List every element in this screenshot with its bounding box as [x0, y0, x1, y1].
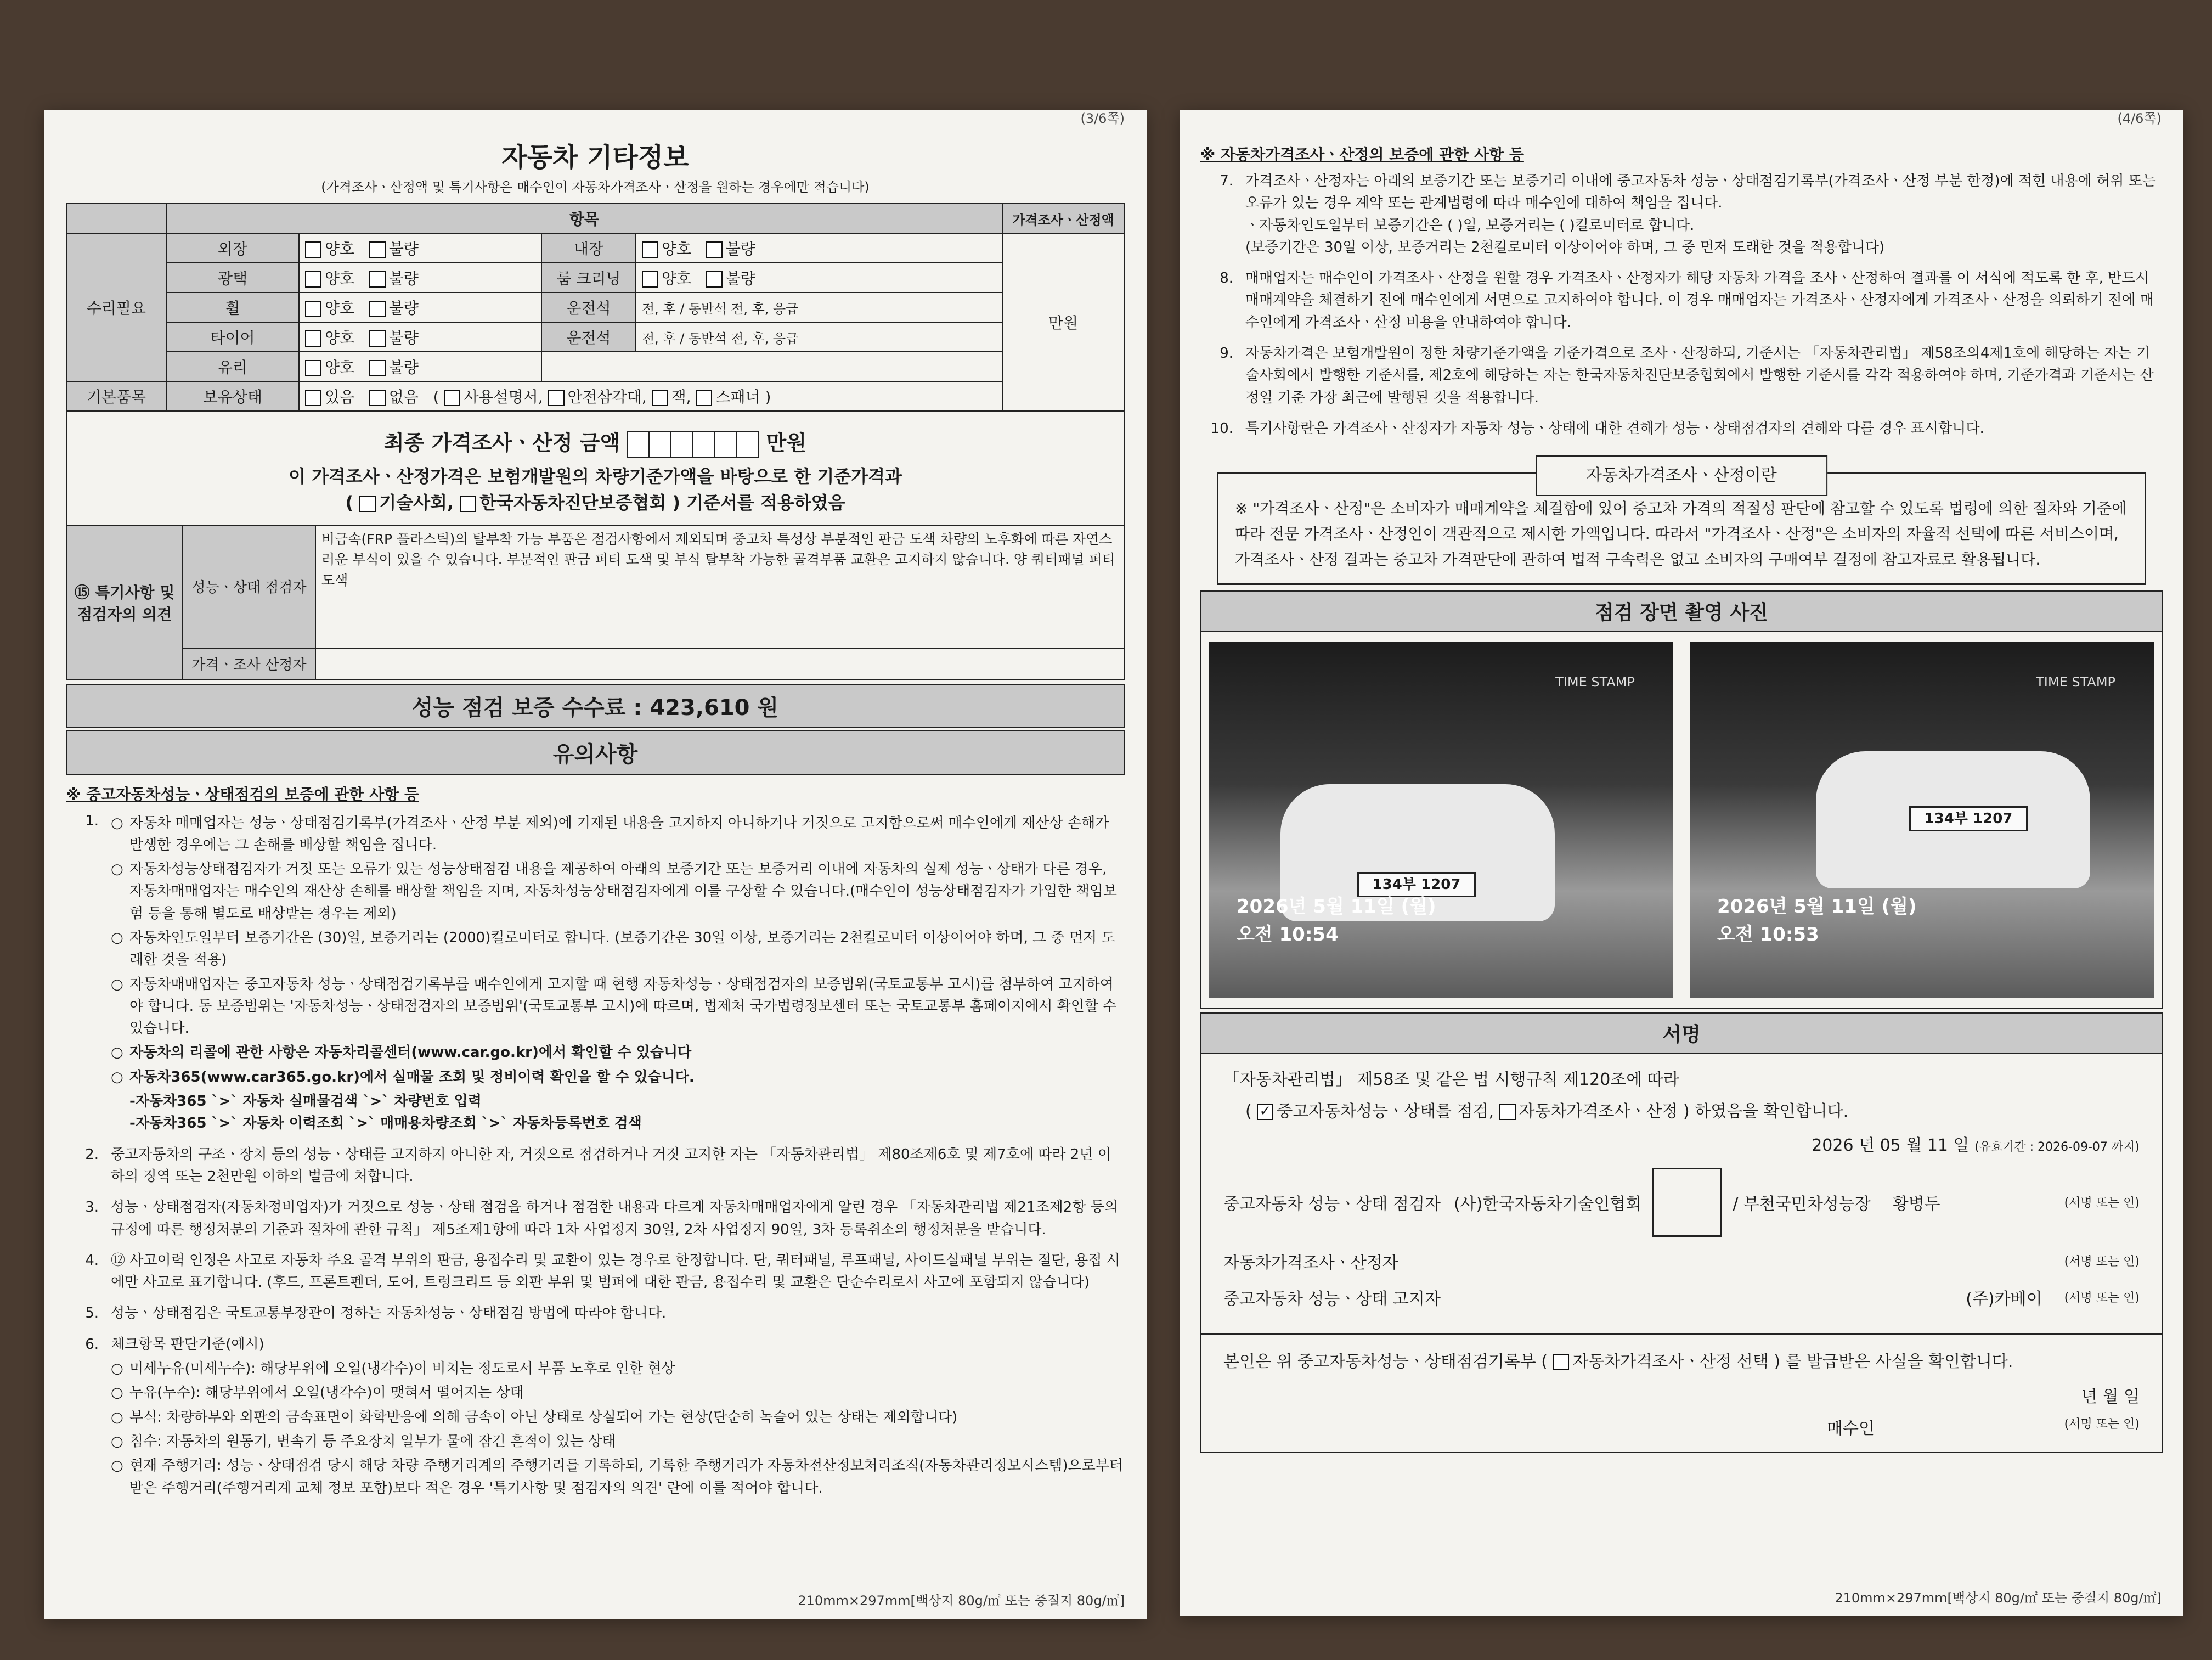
- digit-box[interactable]: [670, 431, 693, 458]
- checkbox[interactable]: [369, 360, 386, 376]
- final-price-box: 최종 가격조사ㆍ산정 금액 만원 이 가격조사ㆍ산정가격은 보험개발원의 차량기준가액을 바탕으로 한 기준가격과 ( 기술사회, 한국자동차진단보증협회 ) 기준서를 적용하였음: [66, 412, 1125, 525]
- receipt-date: 년 월 일: [2081, 1387, 2140, 1406]
- photos-title: 점검 장면 촬영 사진: [1200, 590, 2163, 632]
- page-title: 자동차 기타정보: [501, 142, 689, 173]
- buyer-label: 매수인: [1827, 1419, 1875, 1438]
- official-seal: [1652, 1168, 1722, 1237]
- page-right: [1180, 110, 2183, 1616]
- list-item: 10. 특기사항란은 가격조사ㆍ산정자가 자동차 성능ㆍ상태에 대한 견해가 성능ㆍ상태점검자의 견해와 다를 경우 표시합니다.: [1210, 420, 1984, 437]
- digit-box[interactable]: [692, 431, 715, 458]
- fee-band: 성능 점검 보증 수수료 : 423,610 원: [66, 684, 1125, 728]
- page-number: (4/6쪽): [2117, 111, 2162, 126]
- group-basic: 기본품목: [66, 381, 166, 411]
- list-item: 4. ⑫ 사고이력 인정은 사고로 자동차 주요 골격 부위의 판금, 용접수리 및 교환이 있는 경우로 한정합니다. 단, 쿼터패널, 루프패널, 사이드실패널 부위는 절단, 용접 시에만 사고로 표기합니다. (후드, 프론트펜더, 도어, 트렁크리드 등 외판 부위 및 범퍼에 대한 판금, 용접수리 및 교환은 단순수리로서 사고에 포함되지 않습니다): [85, 1252, 1120, 1291]
- checkbox[interactable]: [305, 301, 321, 317]
- final-price-unit: 만원: [766, 431, 807, 455]
- page-subtitle: (가격조사ㆍ산정액 및 특기사항은 매수인이 자동차가격조사ㆍ산정을 원하는 경우에만 적습니다): [321, 179, 870, 195]
- table-row: 타이어 양호 불량 운전석 전, 후 / 동반석 전, 후, 응급: [66, 322, 1124, 352]
- list-item: 6. 체크항목 판단기준(예시) ○ 미세누유(미세누수): 해당부위에 오일(냉각수)이 비치는 정도로서 부품 노후로 인한 현상 ○ 누유(누수): 해당부위에서 오일(냉각수)이 맺혀서 떨어지는 상태 ○ 부식: 차량하부와 외판의 금속표면이 화학반응에 의해 금속이 아닌 상태로 상실되어 가는 현상(단순히 녹슬어 있는 상태는 제외합니다) ○ 침수: 자동차의 원동기, 변속기 등 주요장치 일부가 물에 잠긴 흔적이 있는 상태 ○ 현재 주행거리: 성능ㆍ상태점검 당시 해당 차량 주행거리계의 주행거리를 기록하되, 기록한 주행거리가 자동차전산정보처리조직(자동차관리정보시스템)으로부터 받은 주행거리(주행거리계 교체 정보 포함)보다 적은 경우 '특기사항 및 점검자의 의견' 란에 이를 적어야 합니다.: [85, 1336, 1123, 1496]
- notice-title: 유의사항: [66, 730, 1125, 775]
- list-item: 5. 성능ㆍ상태점검은 국토교통부장관이 정하는 자동차성능ㆍ상태점검 방법에 따라야 합니다.: [85, 1305, 667, 1322]
- checkbox[interactable]: [369, 330, 386, 347]
- checkbox[interactable]: [642, 241, 658, 258]
- digit-box[interactable]: [736, 431, 759, 458]
- list-item: 2. 중고자동차의 구조ㆍ장치 등의 성능ㆍ상태를 고지하지 아니한 자, 거짓으로 점검하거나 거짓 고지한 자는 「자동차관리법」 제80조제6호 및 제7호에 따라 2년 이하의 징역 또는 2천만원 이하의 벌금에 처합니다.: [85, 1146, 1111, 1185]
- list-item: 8. 매매업자는 매수인이 가격조사ㆍ산정을 원할 경우 가격조사ㆍ산정자가 해당 자동차 가격을 조사ㆍ산정하여 결과를 이 서식에 적도록 한 후, 반드시 매매계약을 체결하기 전에 매수인에게 서면으로 고지하여야 합니다. 이 경우 매매업자는 가격조사ㆍ산정자에게 가격조사ㆍ산정을 의뢰하기 전에 매수인에게 가격조사ㆍ산정 비용을 안내하여야 합니다.: [1220, 270, 2154, 331]
- checkbox[interactable]: [369, 390, 386, 406]
- checkbox[interactable]: [706, 241, 723, 258]
- group-repair: 수리필요: [66, 233, 166, 381]
- checkbox[interactable]: [305, 390, 321, 406]
- table-row: 휠 양호 불량 운전석 전, 후 / 동반석 전, 후, 응급: [66, 292, 1124, 322]
- license-plate: 134부 1207: [1357, 872, 1476, 897]
- checkbox[interactable]: [706, 271, 723, 288]
- final-price-label: 최종 가격조사ㆍ산정 금액: [383, 431, 620, 455]
- signer-row: 중고자동차 성능ㆍ상태 고지자 (주)카베이 (서명 또는 인): [1223, 1289, 2140, 1309]
- special-notes-table: ⑮ 특기사항 및 점검자의 의견 성능ㆍ상태 점검자 비금속(FRP 플라스틱)의 탈부착 가능 부품은 점검사항에서 제외되며 중고차 특성상 부분적인 판금 도색 차량의 노후화에 따른 자연스러운 부식이 있을 수 있습니다. 부분적인 판금 퍼티 도색 및 부식 탈부착 가능한 골격부품 교환은 고지하지 않습니다. 양 쿼터패널 퍼티도색 가격ㆍ조사 산정자: [66, 525, 1125, 680]
- table-row: 수리필요 외장 양호 불량 내장 양호 불량 만원: [66, 233, 1124, 263]
- signer-row: 자동차가격조사ㆍ산정자 (서명 또는 인): [1223, 1253, 2140, 1273]
- digit-box[interactable]: [627, 431, 650, 458]
- signer-row: 중고자동차 성능ㆍ상태 점검자 (사)한국자동차기술인협회 / 부천국민차성능장 황병두 (서명 또는 인): [1223, 1168, 2140, 1237]
- checkbox[interactable]: [305, 241, 321, 258]
- page-number: (3/6쪽): [1080, 111, 1125, 126]
- checkbox[interactable]: [548, 390, 565, 406]
- other-info-table: [66, 203, 1125, 412]
- inspection-photo-rear: TIME STAMP 134부 1207 2026년 5월 11일 (월) 오전 10:53: [1690, 642, 2154, 998]
- checkbox[interactable]: [444, 390, 460, 406]
- checkbox[interactable]: [305, 330, 321, 347]
- list-item: 3. 성능ㆍ상태점검자(자동차정비업자)가 거짓으로 성능ㆍ상태 점검을 하거나 점검한 내용과 다르게 자동차매매업자에게 알린 경우 「자동차관리법 제21조제2항 등의 규정에 따른 행정처분의 기준과 절차에 관한 규칙」 제5조제1항에 따라 1차 사업정지 30일, 2차 사업정지 90일, 3차 등록취소의 행정처분을 받습니다.: [85, 1199, 1118, 1238]
- signature-section: 「자동차관리법」 제58조 및 같은 법 시행규칙 제120조에 따라 ( ✓중고자동차성능ㆍ상태를 점검, 자동차가격조사ㆍ산정 ) 하였음을 확인합니다. 2026 년 05 월 11 일 (유효기간 : 2026-09-07 까지) 중고자동차 성능ㆍ상태 점검자 (사)한국자동차기술인협회 / 부천국민차성능장 황병두 (서명 또는 인) 자동차가격조사ㆍ산정자 (서명 또는 인) 중고자동차 성능ㆍ상태 고지자 (주)카베이 (서명 또는 인): [1200, 1054, 2163, 1335]
- checkbox[interactable]: [305, 360, 321, 376]
- checkbox[interactable]: [1553, 1354, 1569, 1370]
- digit-box[interactable]: [714, 431, 737, 458]
- inspector-opinion: 비금속(FRP 플라스틱)의 탈부착 가능 부품은 점검사항에서 제외되며 중고차 특성상 부분적인 판금 도색 차량의 노후화에 따른 자연스러운 부식이 있을 수 있습니다. 부분적인 판금 퍼티 도색 및 부식 탈부착 가능한 골격부품 교환은 고지하지 않습니다. 양 쿼터패널 퍼티도색: [315, 525, 1124, 648]
- list-item: 1. ○ 자동차 매매업자는 성능ㆍ상태점검기록부(가격조사ㆍ산정 부분 제외)에 기재된 내용을 고지하지 아니하거나 거짓으로 고지함으로써 매수인에게 재산상 손해가 발생한 경우에는 그 손해를 배상할 책임을 집니다. ○ 자동차성능상태점검자가 거짓 또는 오류가 있는 성능상태점검 내용을 제공하여 아래의 보증기간 또는 보증거리 이내에 자동차의 실제 성능ㆍ상태가 다른 경우, 자동차매매업자는 매수인의 재산상 손해를 배상할 책임을 지며, 자동차성능상태점검자에게 이를 구상할 수 있습니다.(매수인이 성능상태점검자가 가입한 책임보험 등을 통해 별도로 배상받는 경우는 제외) ○ 자동차인도일부터 보증기간은 (30)일, 보증거리는 (2000)킬로미터로 합니다. (보증기간은 30일 이상, 보증거리는 2천킬로미터 이상이어야 하며, 그 중 먼저 도래한 것을 적용) ○ 자동차매매업자는 중고자동차 성능ㆍ상태점검기록부를 매수인에게 고지할 때 현행 자동차성능ㆍ상태점검자의 보증범위(국토교통부 고시)를 첨부하여 고지하여야 합니다. 동 보증범위는 '자동차성능ㆍ상태점검자의 보증범위'(국토교통부 고시)에 따르며, 법제처 국가법령정보센터 또는 국토교통부 홈페이지에서 확인할 수 있습니다. ○ 자동차의 리콜에 관한 사항은 자동차리콜센터(www.car.go.kr)에서 확인할 수 있습니다 ○ 자동차365(www.car365.go.kr)에서 실매물 조회 및 정비이력 확인을 할 수 있습니다. -자동차365 `>` 자동차 실매물검색 `>` 차량번호 입력 -자동차365 `>` 자동차 이력조회 `>` 매매용차량조회 `>` 자동차등록번호 검색: [85, 812, 1118, 1132]
- checkbox[interactable]: [369, 271, 386, 288]
- checkbox[interactable]: [359, 496, 376, 512]
- inspection-photo-front: TIME STAMP 134부 1207 2026년 5월 11일 (월) 오전 10:54: [1209, 642, 1673, 998]
- definition-label: 자동차가격조사ㆍ산정이란: [1536, 455, 1827, 496]
- digit-box[interactable]: [648, 431, 672, 458]
- special-group: ⑮ 특기사항 및 점검자의 의견: [66, 525, 183, 680]
- checkbox[interactable]: [642, 271, 658, 288]
- checkbox-checked[interactable]: [1257, 1104, 1273, 1120]
- checkbox[interactable]: [696, 390, 712, 406]
- table-row: 기본품목 보유상태 있음 없음 ( 사용설명서, 안전삼각대, 잭, 스패너 ): [66, 381, 1124, 411]
- definition-box: [1217, 466, 2146, 585]
- inspection-photos: [1200, 632, 2163, 1009]
- checkbox[interactable]: [305, 271, 321, 288]
- list-item: 7. 가격조사ㆍ산정자는 아래의 보증기간 또는 보증거리 이내에 중고자동차 성능ㆍ상태점검기록부(가격조사ㆍ산정 부분 한정)에 적힌 내용에 허위 또는 오류가 있는 경우 계약 또는 관계법령에 따라 매수인에 대하여 책임을 집니다. ㆍ자동차인도일부터 보증기간은 ( )일, 보증거리는 ( )킬로미터로 합니다. (보증기간은 30일 이상, 보증거리는 2천킬로미터 이상이어야 하며, 그 중 먼저 도래한 것을 적용합니다): [1220, 173, 2156, 256]
- license-plate: 134부 1207: [1909, 806, 2028, 831]
- receipt-section: 본인은 위 중고자동차성능ㆍ상태점검기록부 ( 자동차가격조사ㆍ산정 선택 ) 를 발급받은 사실을 확인합니다. 년 월 일 매수인 (서명 또는 인): [1200, 1335, 2163, 1453]
- header-item: 항목: [166, 204, 1002, 233]
- definition-text: ※ "가격조사ㆍ산정"은 소비자가 매매계약을 체결함에 있어 중고차 가격의 적절성 판단에 참고할 수 있도록 법령에 의한 절차와 기준에 따라 전문 가격조사ㆍ산정인이 객관적으로 제시한 가액입니다. 따라서 "가격조사ㆍ산정"은 소비자의 자율적 선택에 따른 서비스이며, 가격조사ㆍ산정 결과는 중고차 가격판단에 관하여 법적 구속력은 없고 소비자의 구매여부 결정에 참고자료로 활용됩니다.: [1235, 499, 2127, 569]
- header-price: 가격조사ㆍ산정액: [1002, 204, 1124, 233]
- table-row: 광택 양호 불량 룸 크리닝 양호 불량: [66, 263, 1124, 292]
- checkbox[interactable]: [369, 301, 386, 317]
- appraiser-opinion: [315, 648, 1124, 680]
- checkbox[interactable]: [369, 241, 386, 258]
- basis-line: 이 가격조사ㆍ산정가격은 보험개발원의 차량기준가액을 바탕으로 한 기준가격과: [289, 465, 902, 487]
- validity: (유효기간 : 2026-09-07 까지): [1974, 1140, 2140, 1154]
- list-item: 9. 자동차가격은 보험개발원이 정한 차량기준가액을 기준가격으로 조사ㆍ산정하되, 기준서는 「자동차관리법」 제58조의4제1호에 해당하는 자는 기술사회에서 발행한 기준서를, 제2호에 해당하는 자는 한국자동차진단보증협회에서 발행한 기준서를 각각 적용하여야 하며, 기준가격과 기준서는 산정일 기준 가장 최근에 발행된 것을 적용합니다.: [1220, 345, 2154, 406]
- page-footer: 210mm×297mm[백상지 80g/㎡ 또는 중질지 80g/㎡]: [1835, 1590, 2162, 1606]
- table-row: 유리 양호 불량: [66, 352, 1124, 381]
- notice-head: ※ 중고자동차성능ㆍ상태점검의 보증에 관한 사항 등: [66, 785, 419, 803]
- page-left: [44, 110, 1147, 1619]
- sign-title: 서명: [1200, 1012, 2163, 1054]
- page-footer: 210mm×297mm[백상지 80g/㎡ 또는 중질지 80g/㎡]: [798, 1593, 1125, 1608]
- sign-date: 2026 년 05 월 11 일: [1812, 1135, 1970, 1155]
- checkbox[interactable]: [460, 496, 476, 512]
- price-unit: 만원: [1002, 233, 1124, 411]
- checkbox[interactable]: [1499, 1104, 1516, 1120]
- law-line: 「자동차관리법」 제58조 및 같은 법 시행규칙 제120조에 따라: [1223, 1070, 1679, 1089]
- checkbox[interactable]: [652, 390, 668, 406]
- warranty-head: ※ 자동차가격조사ㆍ산정의 보증에 관한 사항 등: [1200, 145, 1524, 164]
